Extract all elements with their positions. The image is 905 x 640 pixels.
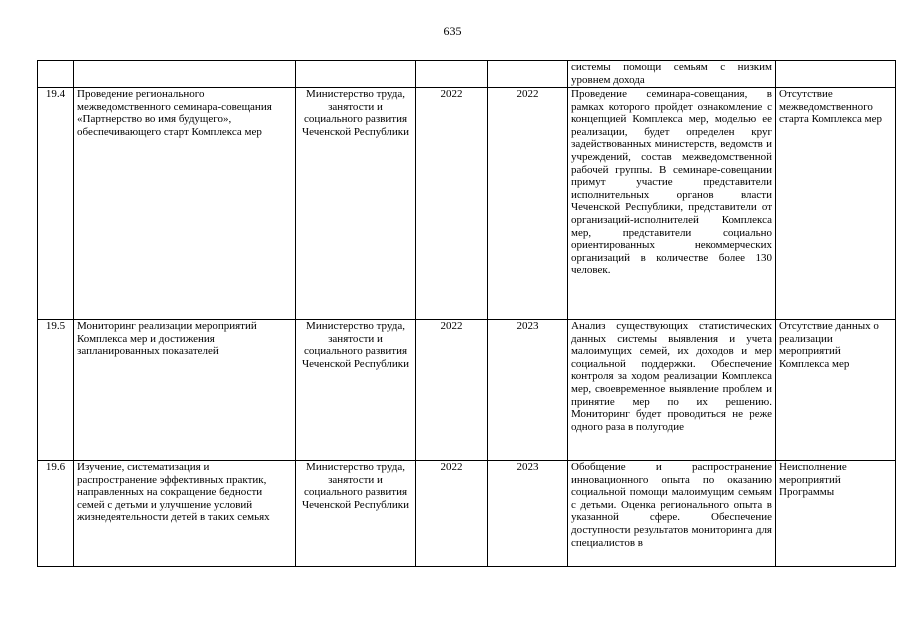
end-year xyxy=(488,61,568,88)
executor xyxy=(296,61,416,88)
table-row xyxy=(38,461,896,567)
row-number: 19.5 xyxy=(38,320,74,461)
start-year xyxy=(416,61,488,88)
risk: Отсутствие межведомственного старта Комплекса мер xyxy=(776,88,896,320)
expected-result: Анализ существующих статистических данных системы выявления и учета малоимущих семей, их доходов и мер социальной поддержки. Обеспечение контроля за ходом реализации Комплекса мер, своевременное выявление проблем и принятие мер по их решению. Мониторинг будет проводиться не реже одного раза в полугодие xyxy=(568,320,776,461)
executor: Министерство труда, занятости и социального развития Чеченской Республики xyxy=(296,320,416,461)
row-number: 19.6 xyxy=(38,461,74,567)
table-row xyxy=(38,320,896,461)
row-number: 19.4 xyxy=(38,88,74,320)
page-number: 635 xyxy=(443,24,462,38)
end-year: 2022 xyxy=(488,88,568,320)
risk: Отсутствие данных о реализации мероприятий Комплекса мер xyxy=(776,320,896,461)
start-year: 2022 xyxy=(416,88,488,320)
table-row xyxy=(38,88,896,320)
start-year: 2022 xyxy=(416,461,488,567)
risk xyxy=(776,61,896,88)
measure-name: Изучение, систематизация и распространение эффективных практик, направленных на сокращение бедности семей с детьми и улучшение условий жизнедеятельности детей в таких семьях xyxy=(74,461,296,567)
table-row xyxy=(38,61,896,88)
end-year: 2023 xyxy=(488,461,568,567)
executor: Министерство труда, занятости и социального развития Чеченской Республики xyxy=(296,461,416,567)
risk: Неисполнение мероприятий Программы xyxy=(776,461,896,567)
measure-name: Мониторинг реализации мероприятий Комплекса мер и достижения запланированных показателей xyxy=(74,320,296,461)
expected-result: Обобщение и распространение инновационного опыта по оказанию социальной помощи малоимущим семьям с детьми. Оценка регионального опыта в указанной сфере. Обеспечение доступности результатов мониторинга для специалистов в xyxy=(568,461,776,567)
end-year: 2023 xyxy=(488,320,568,461)
expected-result: системы помощи семьям с низким уровнем дохода xyxy=(568,61,776,88)
row-number xyxy=(38,61,74,88)
measure-name: Проведение регионального межведомственного семинара-совещания «Партнерство во имя будущего», обеспечивающего старт Комплекса мер xyxy=(74,88,296,320)
start-year: 2022 xyxy=(416,320,488,461)
expected-result: Проведение семинара-совещания, в рамках которого пройдет ознакомление с концепцией Комплекса мер, моделью ее реализации, будет определен круг задействованных министерств, ведомств и учреждений, состав межведомственной рабочей группы. В семинаре-совещании примут участие представители исполнительных органов власти Чеченской Республики, представители от организаций-исполнителей Комплекса мер, представители социально ориентированных некоммерческих организаций в количестве более 130 человек. xyxy=(568,88,776,320)
executor: Министерство труда, занятости и социального развития Чеченской Республики xyxy=(296,88,416,320)
measure-name xyxy=(74,61,296,88)
measures-table xyxy=(37,60,896,567)
